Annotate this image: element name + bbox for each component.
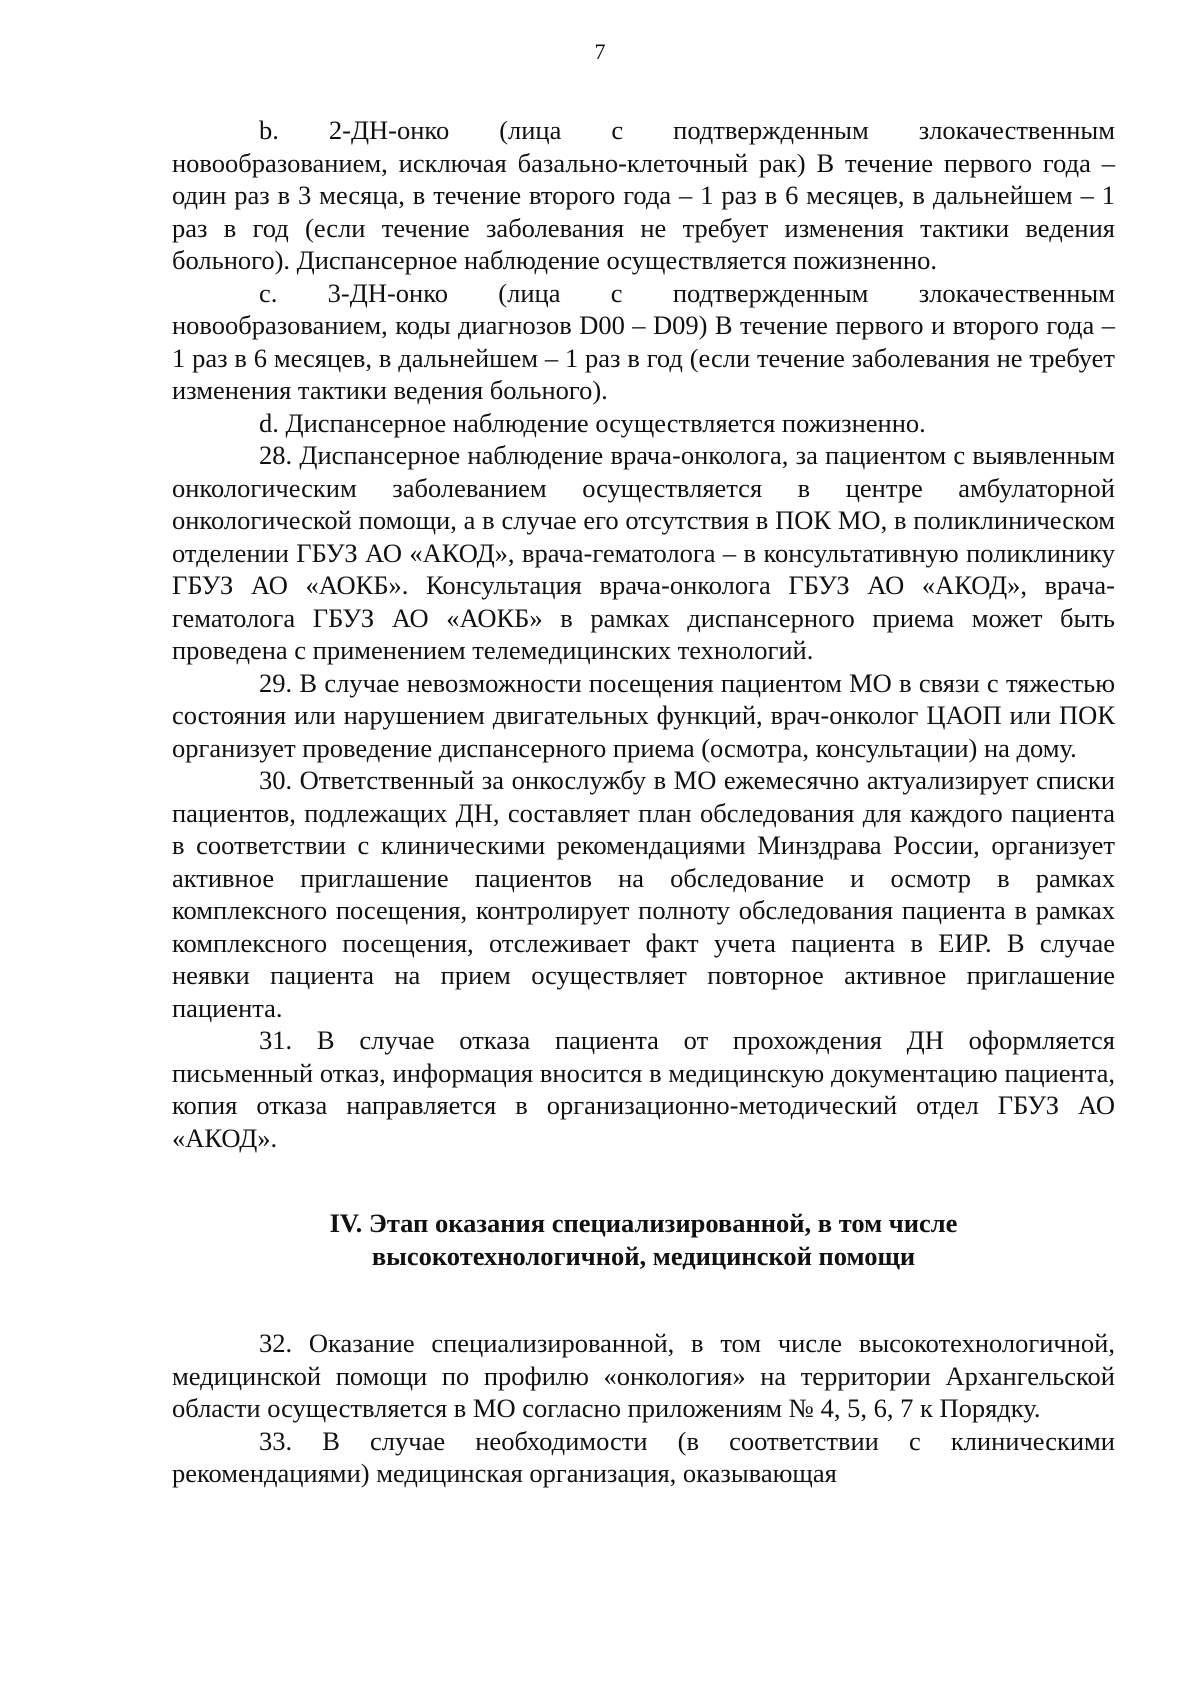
paragraph-item-d: d. Диспансерное наблюдение осуществляется пожизненно.	[259, 407, 926, 438]
paragraph-30: 30. Ответственный за онкослужбу в МО ежемесячно актуализирует списки пациентов, подлежащих ДН, составляет план обследования для каждого пациента в соответствии с клиническими рекомендациями Минздрава России, организует активное приглашение пациентов на обследование и осмотр в рамках комплексного посещения, контролирует полноту обследования пациента в рамках комплексного посещения, отслеживает факт учета пациента в ЕИР. В случае неявки пациента на прием осуществляет повторное активное приглашение пациента.	[172, 765, 1115, 1023]
document-body	[172, 114, 1115, 1490]
section-heading	[172, 1207, 1115, 1273]
paragraph-33: 33. В случае необходимости (в соответствии с клиническими рекомендациями) медицинская организация, оказывающая	[172, 1425, 1115, 1488]
page-number: 7	[594, 39, 606, 64]
paragraph-28: 28. Диспансерное наблюдение врача-онколога, за пациентом с выявленным онкологическим заболеванием осуществляется в центре амбулаторной онкологической помощи, а в случае его отсутствия в ПОК МО, в поликлиническом отделении ГБУЗ АО «АКОД», врача-гематолога – в консультативную поликлинику ГБУЗ АО «АОКБ». Консультация врача-онколога ГБУЗ АО «АКОД», врача-гематолога ГБУЗ АО «АОКБ» в рамках диспансерного приема может быть проведена с применением телемедицинских технологий.	[172, 440, 1115, 665]
paragraph-31: 31. В случае отказа пациента от прохождения ДН оформляется письменный отказ, информация вносится в медицинскую документацию пациента, копия отказа направляется в организационно-методический отдел ГБУЗ АО «АКОД».	[172, 1025, 1115, 1153]
section-heading-line-1: IV. Этап оказания специализированной, в том числе	[329, 1208, 958, 1238]
section-heading-line-2: высокотехнологичной, медицинской помощи	[371, 1241, 916, 1271]
paragraph-29: 29. В случае невозможности посещения пациентом МО в связи с тяжестью состояния или нарушением двигательных функций, врач-онколог ЦАОП или ПОК организует проведение диспансерного приема (осмотра, консультации) на дому.	[172, 667, 1115, 763]
paragraph-item-c: c. 3-ДН-онко (лица с подтвержденным злокачественным новообразованием, коды диагнозов D00 – D09) В течение первого и второго года – 1 раз в 6 месяцев, в дальнейшем – 1 раз в год (если течение заболевания не требует изменения тактики ведения больного).	[172, 277, 1115, 405]
paragraph-32: 32. Оказание специализированной, в том числе высокотехнологичной, медицинской помощи по профилю «онкология» на территории Архангельской области осуществляется в МО согласно приложениям № 4, 5, 6, 7 к Порядку.	[172, 1328, 1115, 1423]
paragraph-item-b: b. 2-ДН-онко (лица с подтвержденным злокачественным новообразованием, исключая базально-клеточный рак) В течение первого года – один раз в 3 месяца, в течение второго года – 1 раз в 6 месяцев, в дальнейшем – 1 раз в год (если течение заболевания не требует изменения тактики ведения больного). Диспансерное наблюдение осуществляется пожизненно.	[172, 115, 1115, 275]
